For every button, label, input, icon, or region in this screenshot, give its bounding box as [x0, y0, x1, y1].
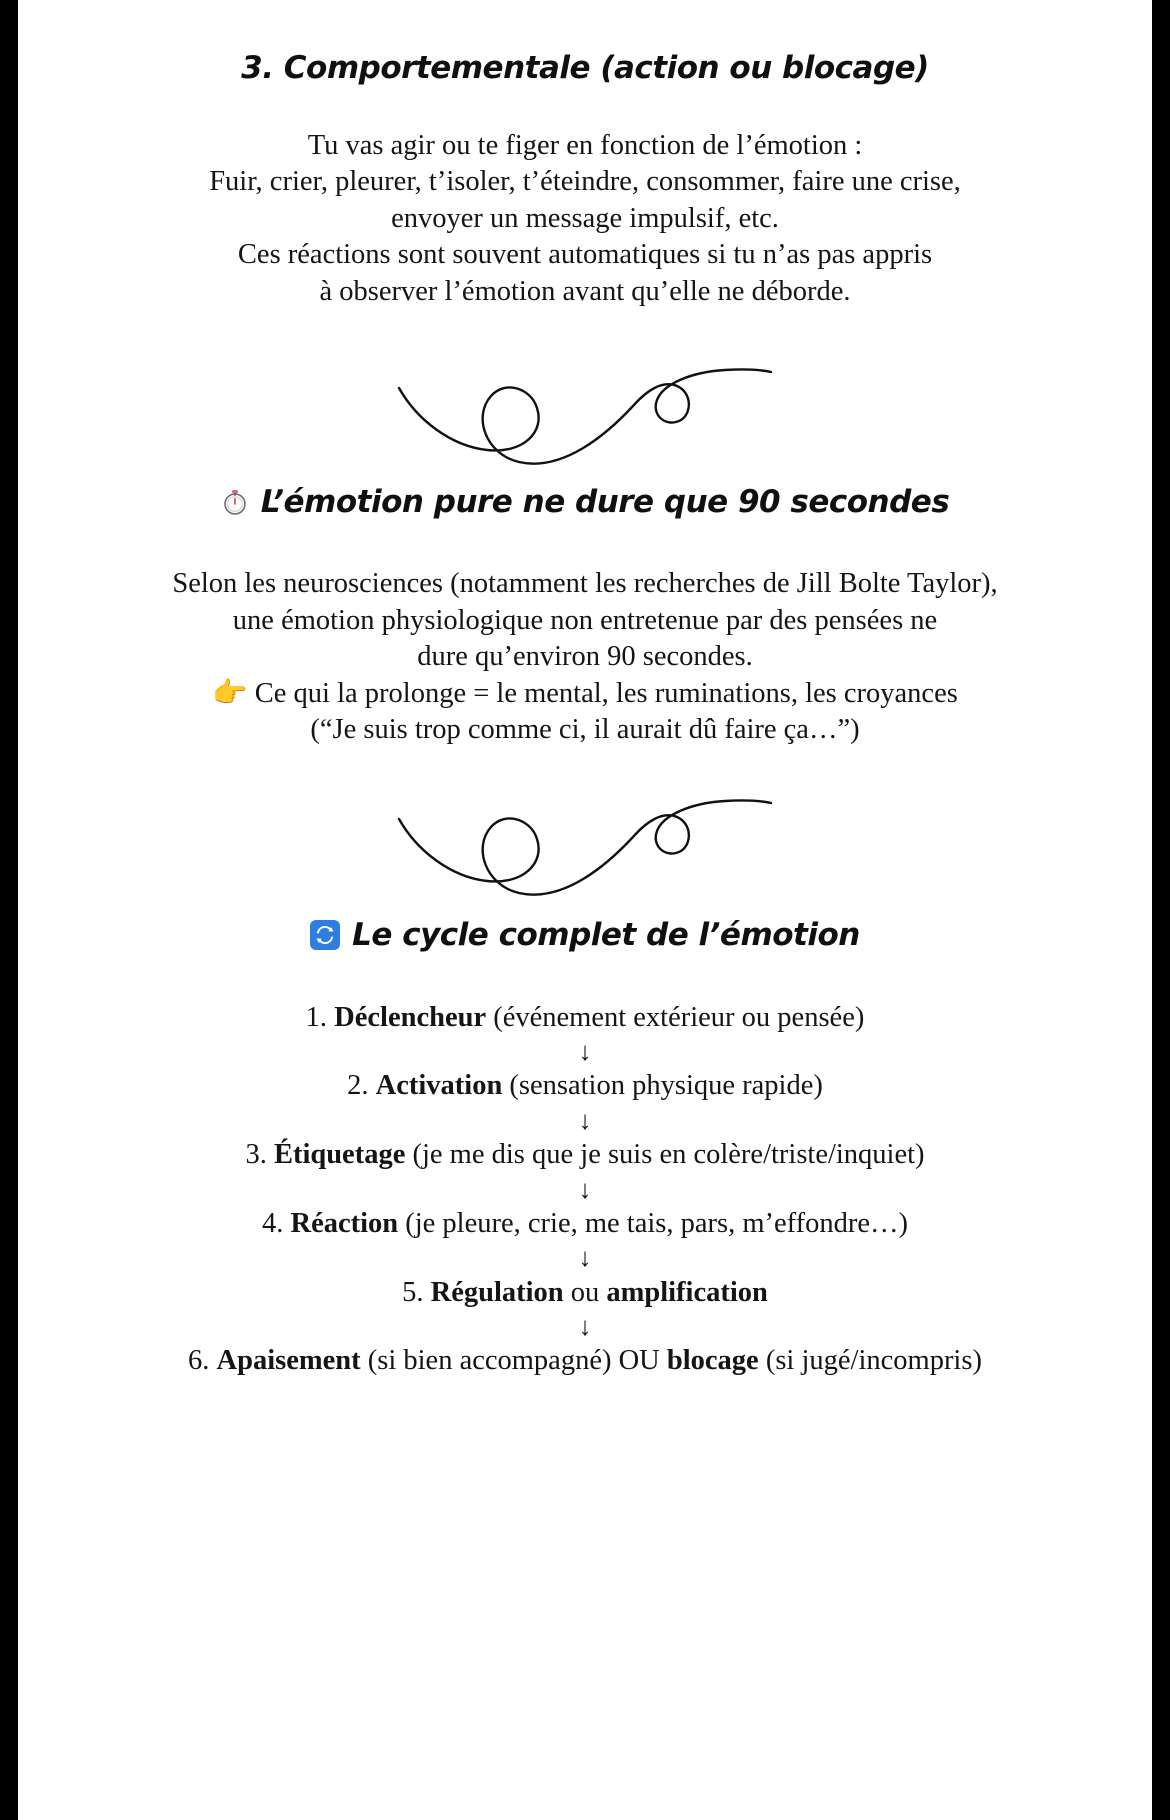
section-heading-cycle-row: [32, 917, 1138, 953]
cycle-step-5: [32, 1276, 1138, 1310]
paragraph-line: envoyer un message impulsif, etc.: [391, 202, 779, 234]
cycle-step-detail: (sensation physique rapide): [509, 1070, 823, 1102]
paragraph-block-90-secondes: [32, 566, 1138, 748]
cycle-step-3: [32, 1138, 1138, 1172]
cycle-arrow: ↓: [578, 1174, 592, 1204]
paragraph-line: à observer l’émotion avant qu’elle ne déborde.: [319, 275, 851, 307]
cycle-step-2: [32, 1069, 1138, 1103]
cycle-step-connector: ou: [570, 1276, 607, 1308]
cycle-step-line: 6. Apaisement (si bien accompagné) OU blocage (si jugé/incompris): [188, 1345, 982, 1377]
section-heading-90-secondes-row: [32, 484, 1138, 520]
paragraph-block-comportementale: [32, 128, 1138, 310]
squiggle-icon: [395, 793, 775, 901]
paragraph-line: (“Je suis trop comme ci, il aurait dû faire ça…”): [310, 714, 860, 746]
cycle-step-number: 5.: [402, 1276, 424, 1308]
cycle-step-6: [32, 1344, 1138, 1378]
paragraph-line-pointer: 👉 Ce qui la prolonge = le mental, les ruminations, les croyances: [212, 677, 958, 709]
cycle-step-term: Activation: [375, 1070, 503, 1102]
squiggle-divider: [32, 362, 1138, 482]
paragraph-line: Ces réactions sont souvent automatiques si tu n’as pas appris: [237, 239, 933, 271]
cycle-step-term-alt: amplification: [606, 1276, 768, 1308]
paragraph-line: Selon les neurosciences (notamment les recherches de Jill Bolte Taylor),: [172, 568, 998, 600]
cycle-arrow: ↓: [578, 1312, 592, 1342]
cycle-step-detail: (je me dis que je suis en colère/triste/inquiet): [412, 1139, 925, 1171]
paragraph-line: Tu vas agir ou te figer en fonction de l’émotion :: [307, 130, 863, 161]
stopwatch-icon: [221, 488, 249, 516]
squiggle-divider: [32, 793, 1138, 913]
cycle-step-detail: (événement extérieur ou pensée): [493, 1001, 865, 1033]
squiggle-icon: [395, 362, 775, 470]
cycle-step-term: Réaction: [290, 1207, 399, 1239]
cycle-step-4: [32, 1207, 1138, 1241]
cycle-step-list: [32, 1001, 1138, 1378]
cycle-step-number: 1.: [305, 1001, 328, 1033]
cycle-step-1: [32, 1001, 1138, 1035]
paragraph-line: dure qu’environ 90 secondes.: [417, 641, 753, 673]
cycle-step-term: Déclencheur: [334, 1001, 487, 1033]
cycle-arrow: ↓: [578, 1106, 592, 1136]
cycle-arrow: ↓: [578, 1243, 592, 1273]
refresh-cycle-icon: [310, 920, 340, 950]
cycle-step-number: 4.: [261, 1207, 284, 1239]
cycle-step-detail: (je pleure, crie, me tais, pars, m’effondre…): [405, 1207, 909, 1239]
document-page: [18, 0, 1152, 1820]
section-heading-90-secondes: L’émotion pure ne dure que 90 secondes: [260, 484, 950, 521]
cycle-step-term: Régulation: [430, 1276, 564, 1308]
cycle-step-term: Étiquetage: [273, 1139, 406, 1171]
section-heading-cycle: Le cycle complet de l’émotion: [352, 916, 860, 953]
cycle-step-number: 3.: [245, 1139, 267, 1171]
paragraph-line: une émotion physiologique non entretenue par des pensées ne: [232, 604, 938, 636]
paragraph-line: Fuir, crier, pleurer, t’isoler, t’éteindre, consommer, faire une crise,: [209, 166, 961, 198]
cycle-arrow: ↓: [578, 1037, 592, 1067]
section-heading-comportementale: 3. Comportementale (action ou blocage): [241, 50, 929, 86]
cycle-step-number: 2.: [347, 1070, 369, 1102]
